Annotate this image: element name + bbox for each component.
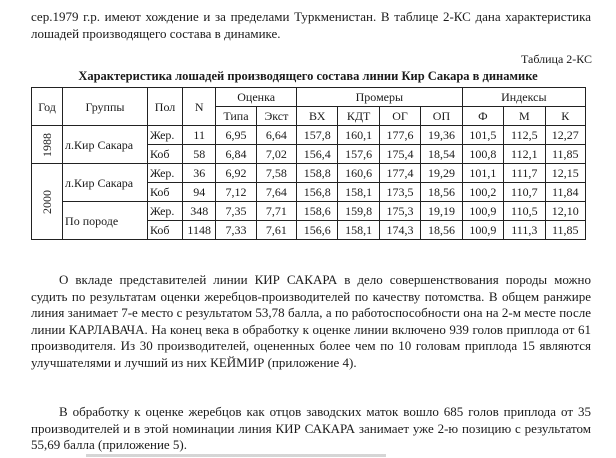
kdt-cell: 158,1 (338, 183, 379, 202)
cut-off-line (86, 451, 586, 458)
score-ext-cell: 7,61 (256, 221, 296, 240)
m-cell: 110,5 (504, 202, 545, 221)
header-index-k: К (545, 107, 586, 126)
header-indices: Индексы (462, 88, 585, 107)
header-year: Год (32, 88, 63, 126)
score-type-cell: 6,92 (216, 164, 256, 183)
n-cell: 11 (183, 126, 216, 145)
sex-cell: Жер. (147, 126, 182, 145)
kdt-cell: 159,8 (338, 202, 379, 221)
score-ext-cell: 7,71 (256, 202, 296, 221)
n-cell: 58 (183, 145, 216, 164)
n-cell: 36 (183, 164, 216, 183)
horse-characteristics-table (31, 87, 586, 240)
header-score: Оценка (216, 88, 297, 107)
og-cell: 174,3 (379, 221, 420, 240)
score-type-cell: 7,12 (216, 183, 256, 202)
og-cell: 177,4 (379, 164, 420, 183)
intro-paragraph: сер.1979 г.р. имеют хождение и за пределами Туркменистан. В таблице 2-КС дана характеристика лошадей производящего состава в динамике. (31, 9, 591, 41)
k-cell: 11,84 (545, 183, 586, 202)
m-cell: 111,3 (504, 221, 545, 240)
group-cell: л.Кир Сакара (63, 126, 148, 164)
year-cell (32, 126, 63, 164)
score-type-cell: 6,84 (216, 145, 256, 164)
header-index-f: Ф (462, 107, 503, 126)
score-ext-cell: 6,64 (256, 126, 296, 145)
sex-cell: Жер. (147, 202, 182, 221)
table-row (32, 202, 586, 221)
sex-cell: Коб (147, 145, 182, 164)
year-cell (32, 164, 63, 240)
k-cell: 12,15 (545, 164, 586, 183)
m-cell: 112,1 (504, 145, 545, 164)
sex-cell: Коб (147, 221, 182, 240)
paragraph-1-text: О вкладе представителей линии КИР САКАРА в дело совершенствования породы можно судить по результатам оценки жеребцов-производителей по качеству потомства. В общем ранжире линия занимает 7-е место с результатом 53,78 балла, а по работоспособности она на 2-м месте после линии КАРЛАВАЧА. На конец века в обработку к оценке линии включено 939 голов приплода от 61 производителя. Из 30 производителей, оцененных более чем по 10 головам приплода 15 являются улучшателями и лучший из них КЕЙМИР (приложение 4). (31, 272, 591, 370)
f-cell: 101,5 (462, 126, 503, 145)
og-cell: 173,5 (379, 183, 420, 202)
k-cell: 12,10 (545, 202, 586, 221)
og-cell: 175,3 (379, 202, 420, 221)
score-type-cell: 6,95 (216, 126, 256, 145)
k-cell: 12,27 (545, 126, 586, 145)
m-cell: 112,5 (504, 126, 545, 145)
m-cell: 110,7 (504, 183, 545, 202)
header-row-1 (32, 88, 586, 107)
header-measure-vh: ВХ (297, 107, 338, 126)
group-cell: По породе (63, 202, 148, 240)
n-cell: 348 (183, 202, 216, 221)
sex-cell: Жер. (147, 164, 182, 183)
op-cell: 19,36 (421, 126, 462, 145)
op-cell: 19,19 (421, 202, 462, 221)
group-cell: л.Кир Сакара (63, 164, 148, 202)
header-score-ext: Экст (256, 107, 296, 126)
vh-cell: 157,8 (297, 126, 338, 145)
f-cell: 100,8 (462, 145, 503, 164)
op-cell: 18,56 (421, 183, 462, 202)
f-cell: 100,2 (462, 183, 503, 202)
cut-off-line-shading (86, 454, 586, 457)
m-cell: 111,7 (504, 164, 545, 183)
header-n: N (183, 88, 216, 126)
vh-cell: 158,6 (297, 202, 338, 221)
table-row (32, 164, 586, 183)
table-label: Таблица 2-КС (520, 52, 592, 66)
n-cell: 94 (183, 183, 216, 202)
op-cell: 18,56 (421, 221, 462, 240)
vh-cell: 156,6 (297, 221, 338, 240)
op-cell: 19,29 (421, 164, 462, 183)
score-type-cell: 7,33 (216, 221, 256, 240)
vh-cell: 156,4 (297, 145, 338, 164)
header-index-m: М (504, 107, 545, 126)
header-measure-op: ОП (421, 107, 462, 126)
f-cell: 100,9 (462, 202, 503, 221)
year-label: 2000 (40, 189, 55, 214)
table-title: Характеристика лошадей производящего состава линии Кир Сакара в динамике (78, 69, 538, 83)
score-ext-cell: 7,02 (256, 145, 296, 164)
vh-cell: 158,8 (297, 164, 338, 183)
vh-cell: 156,8 (297, 183, 338, 202)
body-paragraph-2 (31, 404, 591, 454)
score-ext-cell: 7,58 (256, 164, 296, 183)
k-cell: 11,85 (545, 145, 586, 164)
year-label: 1988 (40, 132, 55, 157)
paragraph-2-text: В обработку к оценке жеребцов как отцов заводских маток вошло 685 голов приплода от 35 производителей и в этой номинации линия КИР САКАРА занимает уже 2-ю позицию с результатом 55,69 балла (приложение 5). (31, 404, 591, 452)
header-groups: Группы (63, 88, 148, 126)
table-row (32, 126, 586, 145)
f-cell: 100,9 (462, 221, 503, 240)
kdt-cell: 160,1 (338, 126, 379, 145)
header-score-type: Типа (216, 107, 256, 126)
header-measure-og: ОГ (379, 107, 420, 126)
header-measure-kdt: КДТ (338, 107, 379, 126)
kdt-cell: 160,6 (338, 164, 379, 183)
op-cell: 18,54 (421, 145, 462, 164)
og-cell: 175,4 (379, 145, 420, 164)
sex-cell: Коб (147, 183, 182, 202)
kdt-cell: 158,1 (338, 221, 379, 240)
kdt-cell: 157,6 (338, 145, 379, 164)
score-ext-cell: 7,64 (256, 183, 296, 202)
f-cell: 101,1 (462, 164, 503, 183)
n-cell: 1148 (183, 221, 216, 240)
og-cell: 177,6 (379, 126, 420, 145)
k-cell: 11,85 (545, 221, 586, 240)
body-paragraph-1 (31, 272, 591, 371)
score-type-cell: 7,35 (216, 202, 256, 221)
header-measures: Промеры (297, 88, 463, 107)
header-sex: Пол (147, 88, 182, 126)
